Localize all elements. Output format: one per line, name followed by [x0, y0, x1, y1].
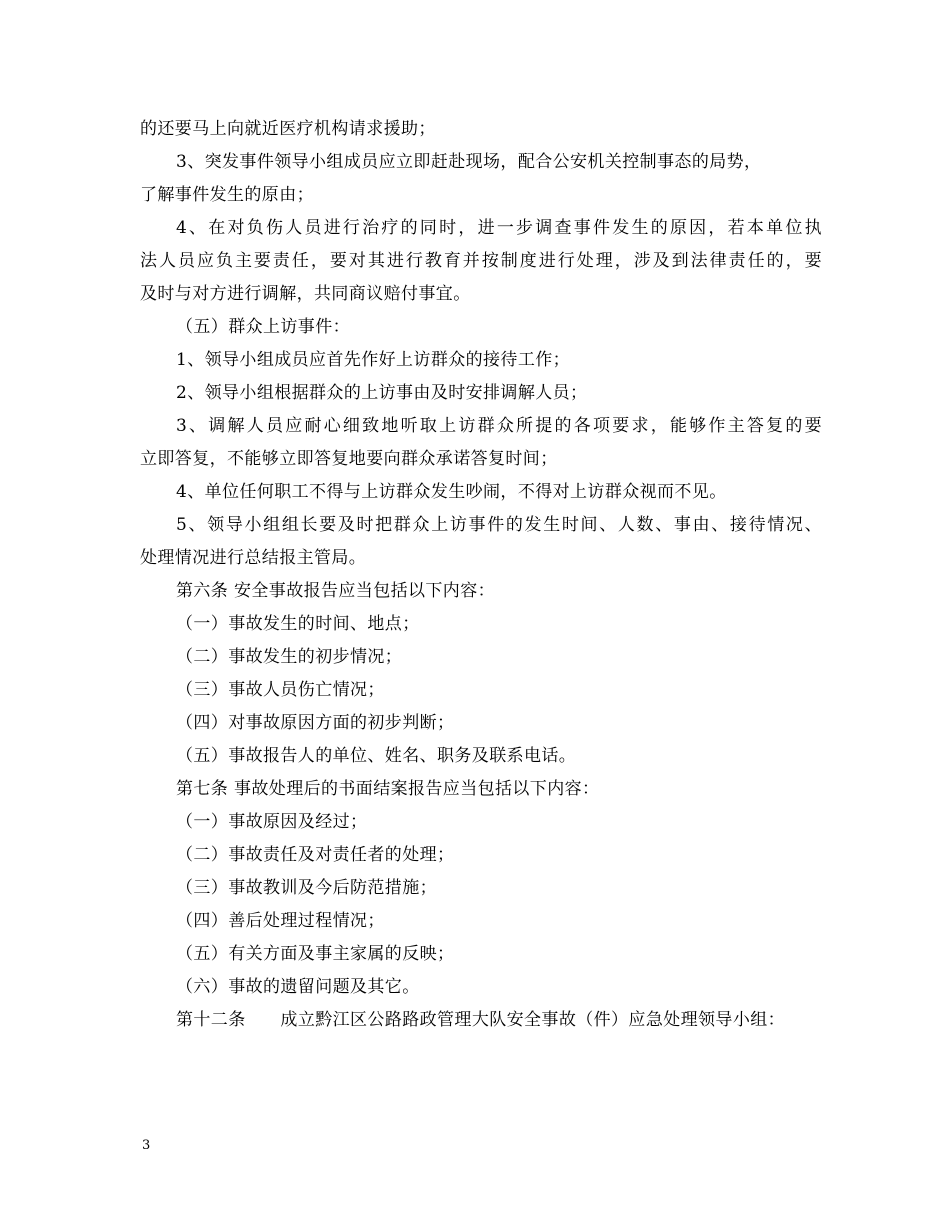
- list-item: （五）有关方面及事主家属的反映；: [176, 944, 455, 964]
- list-item: （三）事故人员伤亡情况；: [176, 680, 385, 700]
- list-item: （二）事故责任及对责任者的处理；: [176, 845, 455, 865]
- text-line: 3、突发事件领导小组成员应立即赶赴现场，配合公安机关控制事态的局势，: [176, 152, 762, 172]
- list-item: （四）对事故原因方面的初步判断；: [176, 713, 455, 733]
- list-item: （五）事故报告人的单位、姓名、职务及联系电话。: [176, 746, 577, 766]
- list-item: （四）善后处理过程情况；: [176, 911, 385, 931]
- article-heading: 第六条 安全事故报告应当包括以下内容：: [176, 581, 496, 601]
- list-item: 4、单位任何职工不得与上访群众发生吵闹，不得对上访群众视而不见。: [176, 482, 727, 502]
- text-line: 处理情况进行总结报主管局。: [140, 548, 367, 568]
- list-item: （三）事故教训及今后防范措施；: [176, 878, 437, 898]
- text-line: 的还要马上向就近医疗机构请求援助；: [140, 119, 436, 139]
- list-item: 2、领导小组根据群众的上访事由及时安排调解人员；: [176, 383, 588, 403]
- document-body: [140, 113, 822, 1037]
- list-item: （六）事故的遗留问题及其它。: [176, 977, 420, 997]
- text-line: 了解事件发生的原由；: [140, 185, 314, 205]
- list-item: 5、领导小组组长要及时把群众上访事件的发生时间、人数、事由、接待情况、: [176, 515, 822, 535]
- section-heading: （五）群众上访事件：: [176, 317, 350, 337]
- text-line: 立即答复，不能够立即答复地要向群众承诺答复时间；: [140, 449, 558, 469]
- text-line: 4、在对负伤人员进行治疗的同时，进一步调查事件发生的原因，若本单位执: [176, 218, 822, 238]
- list-item: （一）事故原因及经过；: [176, 812, 368, 832]
- list-item: 3、调解人员应耐心细致地听取上访群众所提的各项要求，能够作主答复的要: [176, 416, 822, 436]
- page-number: 3: [142, 1138, 151, 1153]
- article-heading: 第七条 事故处理后的书面结案报告应当包括以下内容：: [176, 779, 600, 799]
- text-line: 及时与对方进行调解，共同商议赔付事宜。: [140, 284, 471, 304]
- article-heading: 第十二条 成立黔江区公路路政管理大队安全事故（件）应急处理领导小组：: [176, 1010, 786, 1030]
- list-item: 1、领导小组成员应首先作好上访群众的接待工作；: [176, 350, 571, 370]
- text-line: 法人员应负主要责任，要对其进行教育并按制度进行处理，涉及到法律责任的，要: [140, 251, 822, 271]
- list-item: （二）事故发生的初步情况；: [176, 647, 403, 667]
- list-item: （一）事故发生的时间、地点；: [176, 614, 420, 634]
